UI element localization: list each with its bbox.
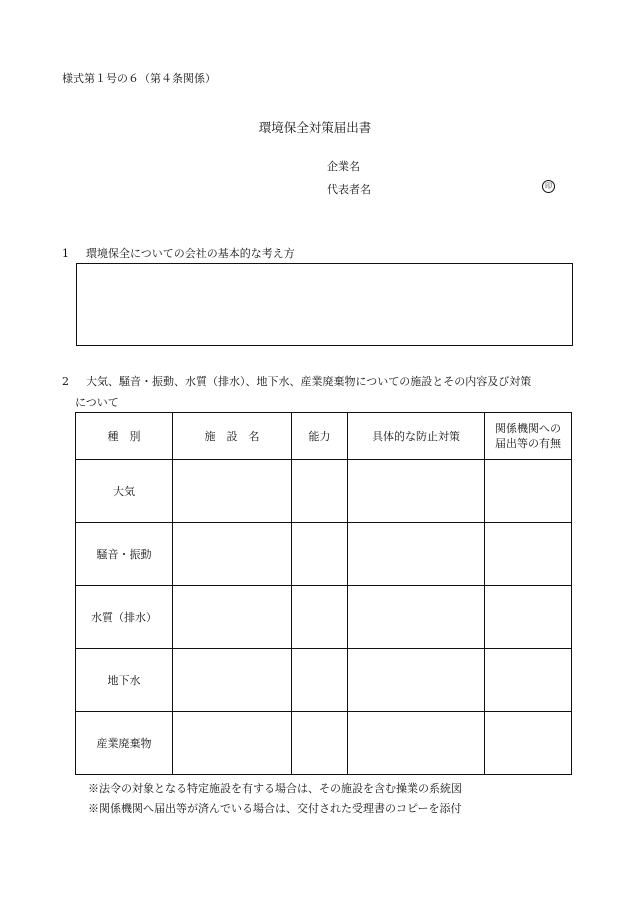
section2-heading-text: 大気、騒音・振動、水質（排水）、地下水、産業廃棄物についての施設とその内容及び対策: [86, 375, 532, 388]
table-row: [76, 712, 572, 775]
cell-notification[interactable]: [485, 460, 572, 523]
cell-facility[interactable]: [173, 523, 292, 586]
header-prevention-measures: 具体的な防止対策: [348, 413, 485, 460]
table-row: [76, 460, 572, 523]
table-row: [76, 649, 572, 712]
cell-measures[interactable]: [348, 712, 485, 775]
section2-heading-continuation: について: [75, 396, 119, 409]
representative-name-label: 代表者名: [327, 183, 371, 196]
note-receipt-copy: ※関係機関へ届出等が済んでいる場合は、交付された受理書のコピーを添付: [88, 802, 462, 815]
cell-notification[interactable]: [485, 586, 572, 649]
cell-facility[interactable]: [173, 586, 292, 649]
header-facility-name: 施 設 名: [173, 413, 292, 460]
cell-capacity[interactable]: [292, 523, 348, 586]
header-notification-status: [485, 413, 572, 460]
note-system-diagram: ※法令の対象となる特定施設を有する場合は、その施設を含む操業の系統図: [88, 782, 462, 795]
document-title: 環境保全対策届出書: [258, 120, 372, 135]
section1-heading-text: 環境保全についての会社の基本的な考え方: [86, 247, 295, 260]
header-type: 種 別: [76, 413, 173, 460]
cell-notification[interactable]: [485, 523, 572, 586]
company-name-label: 企業名: [327, 160, 360, 173]
table-row: [76, 586, 572, 649]
cell-capacity[interactable]: [292, 586, 348, 649]
cell-measures[interactable]: [348, 523, 485, 586]
table-row: [76, 523, 572, 586]
cell-notification[interactable]: [485, 712, 572, 775]
cell-facility[interactable]: [173, 460, 292, 523]
row-label-air: 大気: [76, 460, 173, 523]
cell-facility[interactable]: [173, 649, 292, 712]
row-label-noise-vibration: 騒音・振動: [76, 523, 173, 586]
cell-capacity[interactable]: [292, 460, 348, 523]
header-capacity: 能力: [292, 413, 348, 460]
company-philosophy-textbox[interactable]: [76, 263, 573, 346]
section2-heading: [62, 373, 531, 389]
section1-heading: [62, 245, 295, 261]
row-label-industrial-waste: 産業廃棄物: [76, 712, 173, 775]
header-notification-line2: 届出等の有無: [495, 437, 561, 450]
environmental-measures-table: [75, 412, 572, 775]
section2-number: 2: [62, 375, 69, 388]
seal-mark: 印: [542, 180, 555, 193]
row-label-groundwater: 地下水: [76, 649, 173, 712]
cell-notification[interactable]: [485, 649, 572, 712]
cell-measures[interactable]: [348, 586, 485, 649]
table-header-row: [76, 413, 572, 460]
cell-capacity[interactable]: [292, 649, 348, 712]
form-number: 様式第１号の６（第４条関係）: [62, 72, 216, 85]
row-label-water-quality: 水質（排水）: [76, 586, 173, 649]
cell-facility[interactable]: [173, 712, 292, 775]
section1-number: 1: [62, 247, 69, 260]
cell-measures[interactable]: [348, 460, 485, 523]
cell-capacity[interactable]: [292, 712, 348, 775]
header-notification-line1: 関係機関への: [495, 422, 561, 435]
cell-measures[interactable]: [348, 649, 485, 712]
